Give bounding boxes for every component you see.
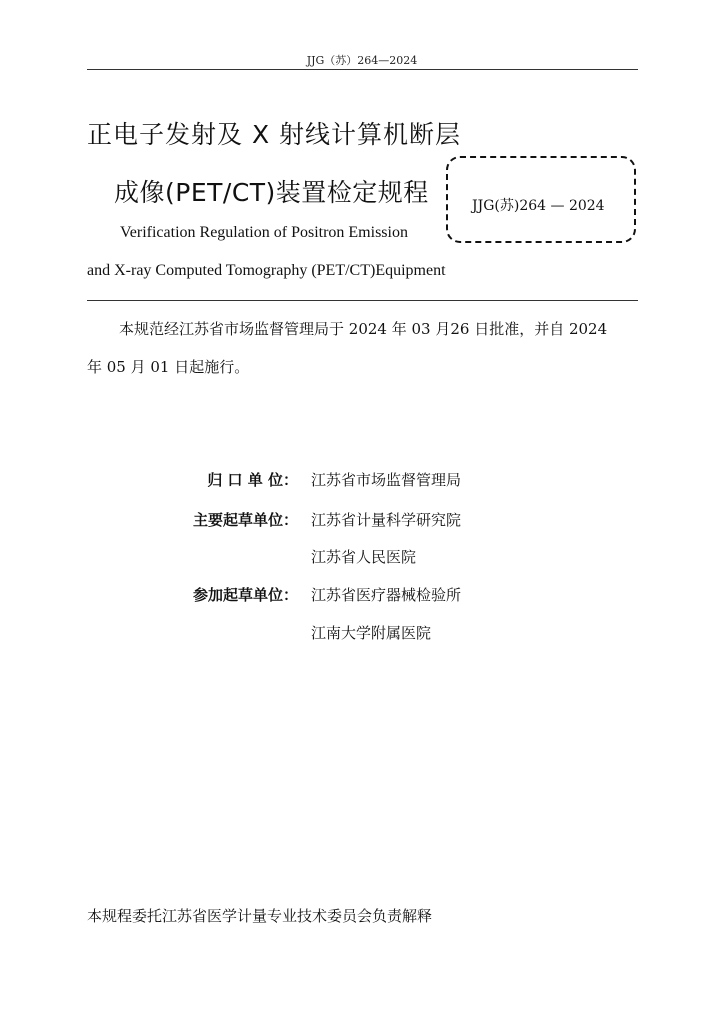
main-drafting-label: 主要起草单位： — [192, 511, 298, 529]
responsible-unit-value: 江苏省市场监督管理局 — [311, 471, 462, 489]
footer-note: 本规程委托江苏省医学计量专业技术委员会负责解释 — [87, 907, 433, 925]
participating-label: 参加起草单位： — [192, 586, 298, 604]
approval-line-1: 本规范经江苏省市场监督管理局于 2024 年 03 月26 日批准，并自 2024 — [119, 320, 608, 338]
participating-unit-2: 江南大学附属医院 — [311, 624, 432, 642]
main-drafting-unit-1: 江苏省计量科学研究院 — [311, 511, 462, 529]
title-rule — [87, 300, 638, 301]
header-code: JJG（苏）264—2024 — [306, 54, 418, 67]
participating-unit-1: 江苏省医疗器械检验所 — [311, 586, 462, 604]
title-line-1: 正电子发射及 X 射线计算机断层 — [87, 120, 462, 149]
code-box-text: JJG(苏)264 — 2024 — [472, 198, 605, 214]
main-drafting-unit-2: 江苏省人民医院 — [311, 548, 417, 566]
responsible-unit-label: 归 口 单 位： — [207, 471, 298, 489]
title-line-2: 成像(PET/CT)装置检定规程 — [114, 178, 429, 207]
header-rule — [87, 69, 638, 70]
english-title-line-1: Verification Regulation of Positron Emission — [120, 224, 408, 241]
english-title-line-2: and X-ray Computed Tomography (PET/CT)Equipment — [87, 262, 446, 279]
approval-line-2: 年 05 月 01 日起施行。 — [87, 358, 250, 376]
